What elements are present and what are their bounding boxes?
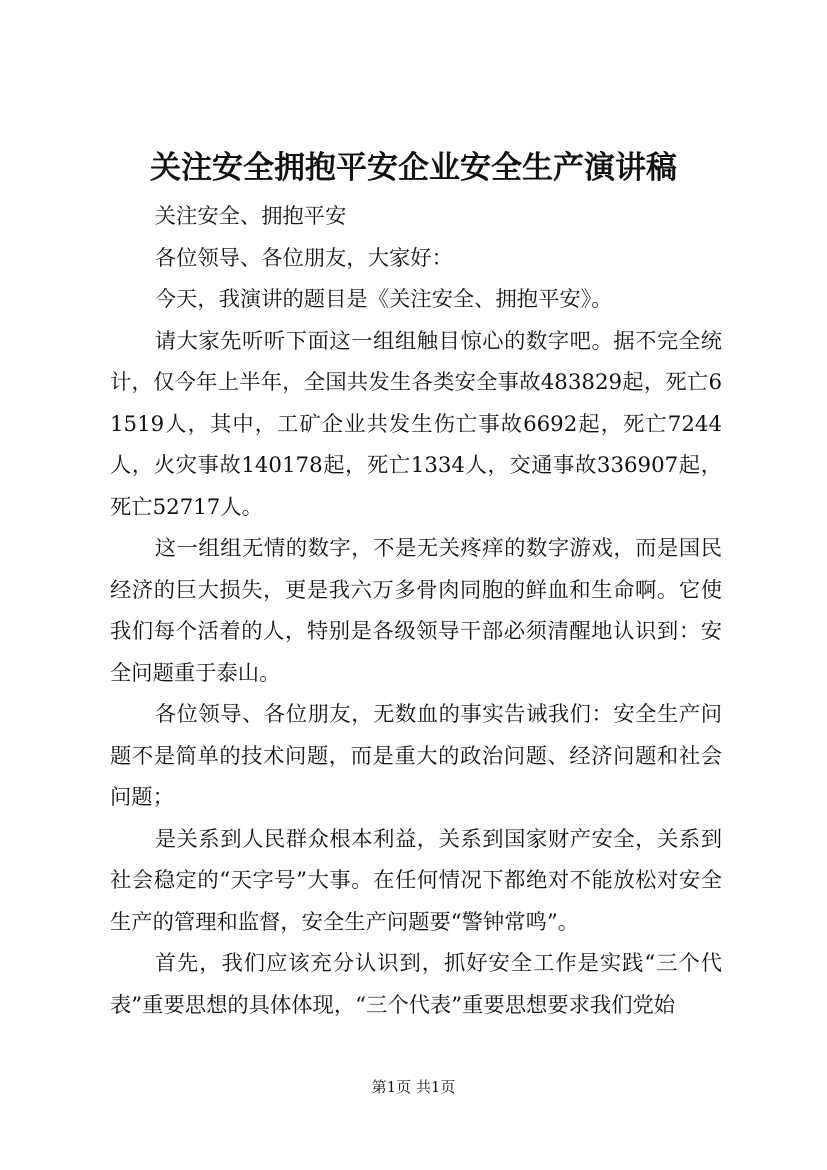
paragraph-lessons: 各位领导、各位朋友，无数血的事实告诫我们：安全生产问题不是简单的技术问题，而是重大的政治问题、经济问题和社会问题； <box>110 702 722 810</box>
paragraph-subtitle: 关注安全、拥抱平安 <box>154 204 347 229</box>
paragraph-statistics: 请大家先听听下面这一组组触目惊心的数字吧。据不完全统计，仅今年上半年，全国共发生各类安全事故483829起，死亡61519人，其中，工矿企业共发生伤亡事故6692起，死亡7244人，火灾事故140178起，死亡1334人，交通事故336907起，死亡52717人。 <box>110 328 722 520</box>
document-body <box>110 196 722 1026</box>
paragraph-greeting: 各位领导、各位朋友，大家好： <box>154 245 453 271</box>
document-title: 关注安全拥抱平安企业安全生产演讲稿 <box>150 150 677 186</box>
paragraph-losses: 这一组组无情的数字，不是无关疼痒的数字游戏，而是国民经济的巨大损失，更是我六万多骨肉同胞的鲜血和生命啊。它使我们每个活着的人，特别是各级领导干部必须清醒地认识到：安全问题重于泰山。 <box>110 536 722 686</box>
paragraph-importance: 是关系到人民群众根本利益，关系到国家财产安全，关系到社会稳定的“天字号”大事。在任何情况下都绝对不能放松对安全生产的管理和监督，安全生产问题要“警钟常鸣”。 <box>110 826 722 935</box>
paragraph-first-point: 首先，我们应该充分认识到，抓好安全工作是实践“三个代表”重要思想的具体体现，“三个代表”重要思想要求我们党始 <box>110 951 722 1018</box>
page-number-footer: 第1页 共1页 <box>371 1078 456 1096</box>
paragraph-topic: 今天，我演讲的题目是《关注安全、拥抱平安》。 <box>154 287 613 312</box>
